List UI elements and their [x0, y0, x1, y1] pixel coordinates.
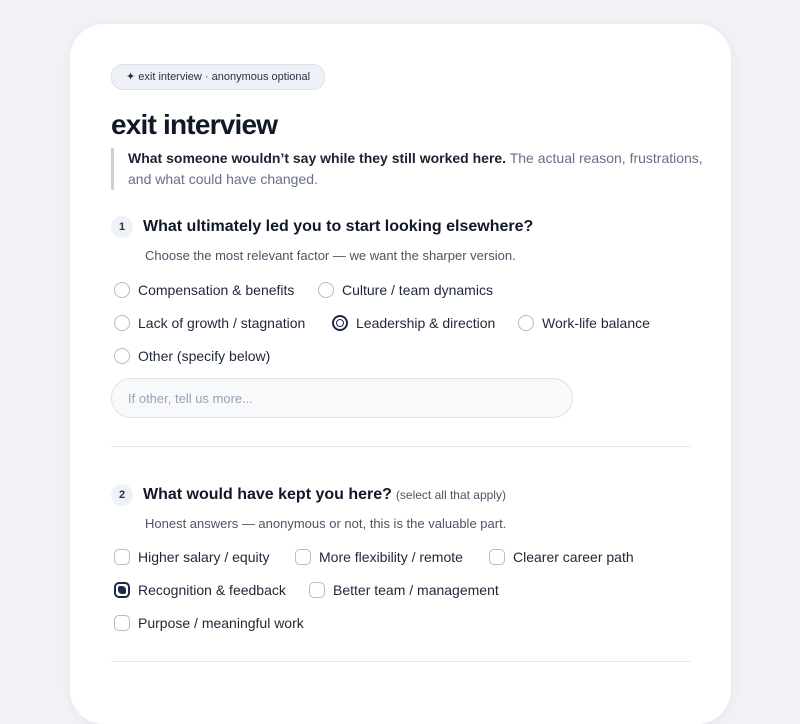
option-culture[interactable]: [318, 282, 493, 298]
option-label: Work-life balance: [542, 315, 650, 331]
option-label: Better team / management: [333, 582, 499, 598]
question-2-text: What would have kept you here?: [143, 486, 392, 503]
radio-button[interactable]: [518, 315, 534, 331]
option-team-management[interactable]: [309, 582, 499, 598]
section-divider: [111, 661, 691, 662]
radio-button-selected[interactable]: [332, 315, 348, 331]
option-label: Recognition & feedback: [138, 582, 286, 598]
radio-button[interactable]: [114, 315, 130, 331]
checkbox[interactable]: [114, 549, 130, 565]
intro-rest: The actual reason, frustrations, and what could have changed.: [128, 150, 703, 187]
page-title: exit interview: [111, 109, 278, 140]
option-flexibility[interactable]: [295, 549, 463, 565]
question-2-header: [111, 484, 506, 506]
question-1-header: [111, 216, 533, 238]
option-label: More flexibility / remote: [319, 549, 463, 565]
option-label: Leadership & direction: [356, 315, 496, 331]
option-compensation[interactable]: [114, 282, 294, 298]
option-salary[interactable]: [114, 549, 270, 565]
option-label: Compensation & benefits: [138, 282, 295, 298]
option-purpose[interactable]: [114, 615, 304, 631]
question-number-badge: 1: [111, 216, 133, 238]
other-text-input[interactable]: [111, 378, 573, 418]
option-work-life[interactable]: [518, 315, 650, 331]
checkbox-checked[interactable]: [114, 582, 130, 598]
option-label: Culture / team dynamics: [342, 282, 493, 298]
section-divider: [111, 446, 691, 447]
option-label: Lack of growth / stagnation: [138, 315, 306, 331]
question-2-note: (select all that apply): [395, 488, 506, 502]
question-1-text: What ultimately led you to start looking elsewhere?: [143, 218, 534, 235]
option-label: Higher salary / equity: [138, 549, 270, 565]
option-other[interactable]: [114, 348, 270, 364]
option-label: Clearer career path: [513, 549, 634, 565]
intro-quote: [111, 148, 706, 190]
survey-card: [70, 24, 731, 724]
option-recognition[interactable]: [114, 582, 286, 598]
checkbox[interactable]: [114, 615, 130, 631]
option-growth[interactable]: [114, 315, 305, 331]
checkbox[interactable]: [295, 549, 311, 565]
checkbox[interactable]: [489, 549, 505, 565]
radio-button[interactable]: [114, 282, 130, 298]
option-career-path[interactable]: [489, 549, 634, 565]
question-1-help: Choose the most relevant factor — we want the sharper version.: [145, 248, 516, 263]
survey-badge: ✦ exit interview · anonymous optional: [111, 64, 325, 90]
intro-strong: What someone wouldn’t say while they still worked here.: [128, 150, 507, 166]
option-label: Other (specify below): [138, 348, 271, 364]
option-leadership[interactable]: [332, 315, 495, 331]
radio-button[interactable]: [114, 348, 130, 364]
option-label: Purpose / meaningful work: [138, 615, 304, 631]
question-2-help: Honest answers — anonymous or not, this is the valuable part.: [145, 516, 507, 531]
radio-button[interactable]: [318, 282, 334, 298]
question-number-badge: 2: [111, 484, 133, 506]
checkbox[interactable]: [309, 582, 325, 598]
